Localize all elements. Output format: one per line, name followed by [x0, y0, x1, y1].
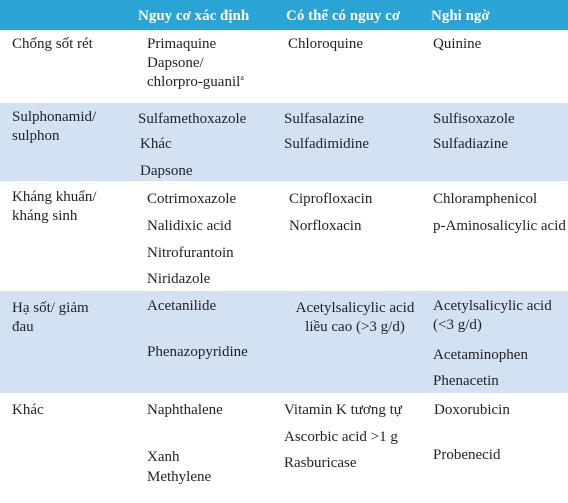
group-label: Chống sốt rét: [12, 36, 93, 52]
table-row-antimalarial: [0, 30, 568, 101]
table-row-sulphonamide: [0, 103, 568, 181]
possible-drug: Rasburicase: [284, 455, 357, 471]
definite-drug: Niridazole: [147, 271, 211, 287]
definite-drug: chlorpro-guanil$^a$: [147, 73, 244, 90]
definite-drug: Khác: [140, 136, 172, 152]
possible-drug: Ascorbic acid >1 g: [284, 429, 398, 445]
table-row-other: [0, 395, 568, 503]
possible-drug: Vitamin K tương tự: [284, 402, 402, 418]
definite-drug: Naphthalene: [147, 402, 223, 418]
header-possible-risk: Có thể có nguy cơ: [286, 8, 401, 24]
doubtful-drug: Acetaminophen: [433, 347, 528, 363]
definite-drug: Acetanilide: [147, 298, 217, 314]
doubtful-drug: Sulfisoxazole: [433, 111, 515, 127]
group-label: Sulphonamid/ sulphon: [12, 109, 97, 144]
definite-drug: Xanh Methylene: [147, 449, 212, 485]
doubtful-drug: p-Aminosalicylic acid: [433, 218, 566, 234]
definite-drug: Primaquine: [147, 36, 217, 52]
possible-drug: Sulfasalazine: [284, 111, 364, 127]
table-header: [0, 0, 568, 30]
possible-drug: Ciprofloxacin: [289, 191, 373, 207]
definite-drug: Phenazopyridine: [147, 344, 248, 360]
doubtful-drug: Acetylsalicylic acid (<3 g/d): [433, 298, 552, 333]
definite-drug: Cotrimoxazole: [147, 191, 237, 207]
possible-drug: Norfloxacin: [289, 218, 362, 234]
doubtful-drug: Doxorubicin: [434, 402, 510, 418]
definite-drug: Dapsone: [140, 163, 193, 179]
group-label: Kháng khuẩn/ kháng sinh: [12, 189, 97, 224]
definite-drug: Dapsone/: [147, 55, 204, 71]
doubtful-drug: Phenacetin: [433, 373, 499, 389]
doubtful-drug: Chloramphenicol: [433, 191, 538, 207]
group-label: Khác: [12, 402, 44, 418]
definite-drug: Sulfamethoxazole: [138, 111, 247, 127]
possible-drug: Sulfadimidine: [284, 136, 369, 152]
table-row-analgesic: [0, 291, 568, 393]
doubtful-drug: Quinine: [433, 36, 482, 52]
possible-drug: Chloroquine: [288, 36, 363, 52]
possible-drug: Acetylsalicylic acid liều cao (>3 g/d): [295, 300, 415, 335]
group-label: Hạ sốt/ giảm đau: [12, 300, 89, 335]
definite-drug: Nitrofurantoin: [147, 245, 234, 261]
header-definite-risk: Nguy cơ xác định: [138, 8, 250, 24]
table-row-antibacterial: [0, 183, 568, 289]
definite-drug: Nalidixic acid: [147, 218, 232, 234]
header-doubtful: Nghi ngờ: [431, 8, 490, 24]
footnote-marker: a: [240, 73, 244, 82]
doubtful-drug: Probenecid: [433, 447, 501, 463]
doubtful-drug: Sulfadiazine: [433, 136, 508, 152]
